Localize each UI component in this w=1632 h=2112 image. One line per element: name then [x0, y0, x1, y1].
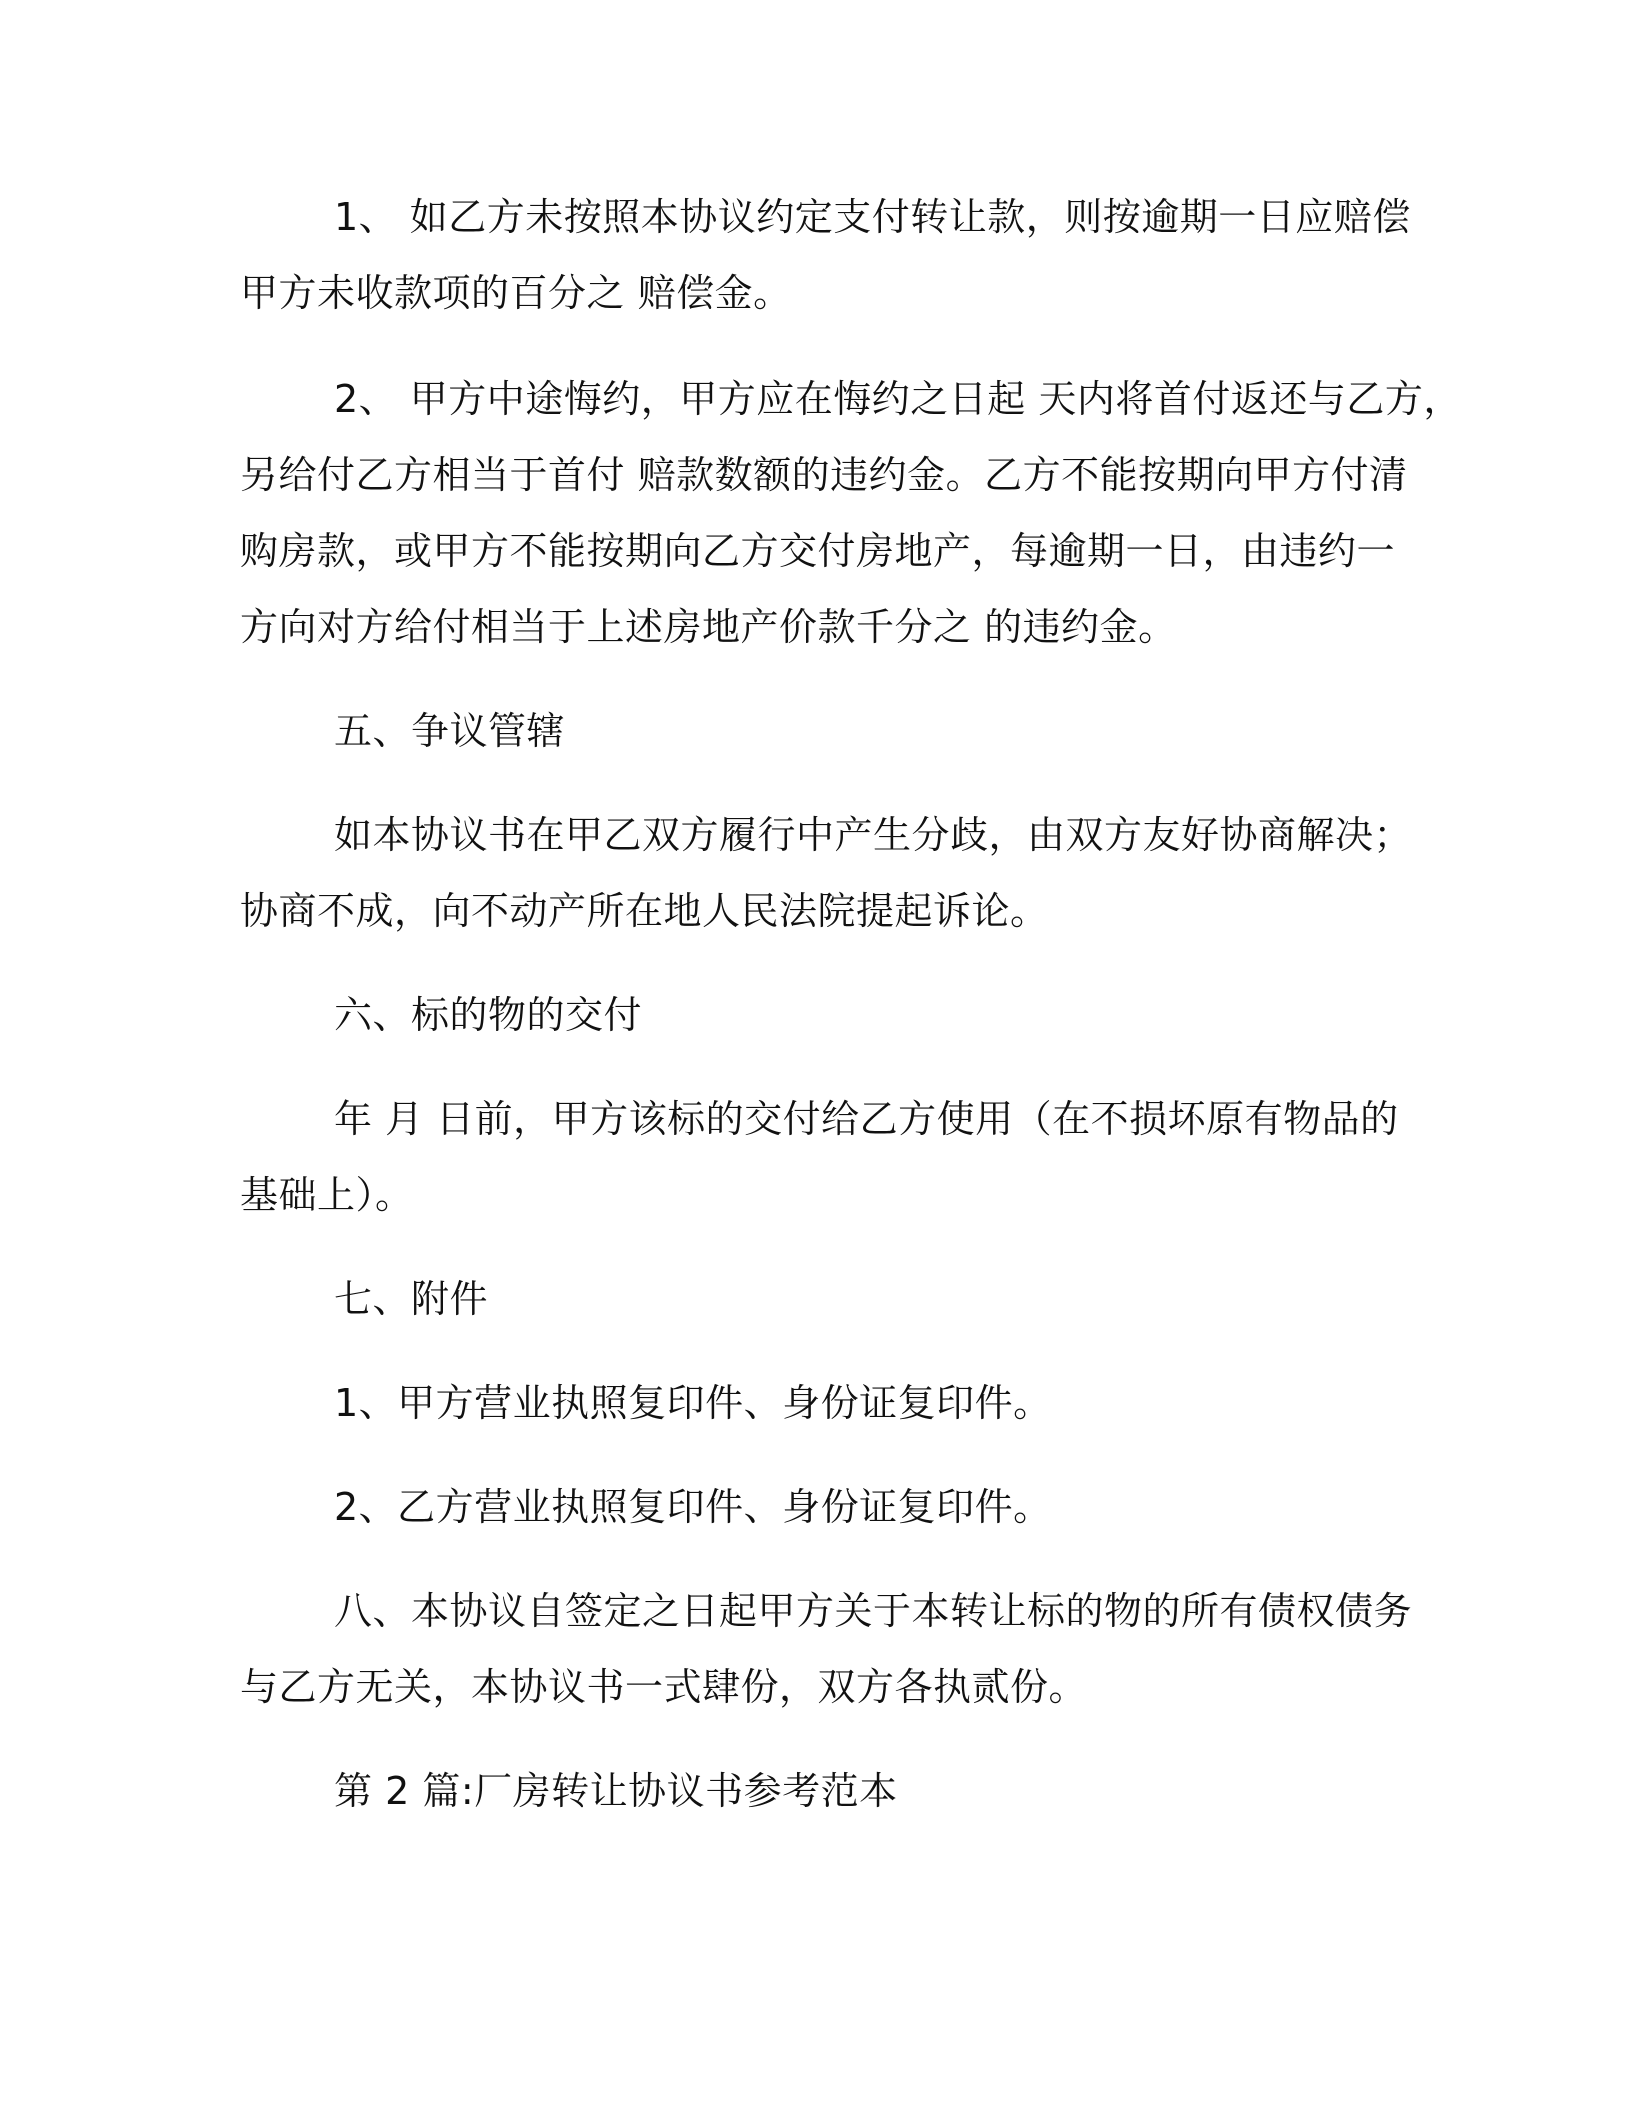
- penalty-2-line-3: 购房款，或甲方不能按期向乙方交付房地产，每逾期一日，由违约一: [240, 529, 1396, 573]
- attachment-item-2: 2、乙方营业执照复印件、身份证复印件。: [334, 1485, 1052, 1529]
- penalty-2-line-4: 方向对方给付相当于上述房地产价款千分之 的违约金。: [240, 605, 1177, 649]
- dispute-text-line-1: 如本协议书在甲乙双方履行中产生分歧，由双方友好协商解决；: [334, 813, 1413, 857]
- penalty-1-line-2: 甲方未收款项的百分之 赔偿金。: [240, 271, 792, 315]
- delivery-text-line-1: 年 月 日前，甲方该标的交付给乙方使用（在不损坏原有物品的: [334, 1097, 1399, 1141]
- dispute-text-line-2: 协商不成，向不动产所在地人民法院提起诉论。: [240, 889, 1049, 933]
- clause-8-line-2: 与乙方无关，本协议书一式肆份，双方各执贰份。: [240, 1665, 1088, 1709]
- clause-8-line-1: 八、本协议自签定之日起甲方关于本转让标的物的所有债权债务: [334, 1589, 1413, 1633]
- delivery-text-line-2: 基础上）。: [240, 1173, 414, 1217]
- part-2-title: 第 2 篇:厂房转让协议书参考范本: [334, 1769, 898, 1813]
- section-heading-attachments: 七、附件: [334, 1277, 489, 1321]
- penalty-2-line-2: 另给付乙方相当于首付 赔款数额的违约金。乙方不能按期向甲方付清: [240, 453, 1408, 497]
- section-heading-delivery: 六、标的物的交付: [334, 993, 643, 1037]
- attachment-item-1: 1、甲方营业执照复印件、身份证复印件。: [334, 1381, 1052, 1425]
- penalty-2-line-1: 2、 甲方中途悔约，甲方应在悔约之日起 天内将首付返还与乙方，: [334, 377, 1462, 421]
- penalty-1-line-1: 1、 如乙方未按照本协议约定支付转让款，则按逾期一日应赔偿: [334, 195, 1411, 239]
- section-heading-dispute: 五、争议管辖: [334, 709, 566, 753]
